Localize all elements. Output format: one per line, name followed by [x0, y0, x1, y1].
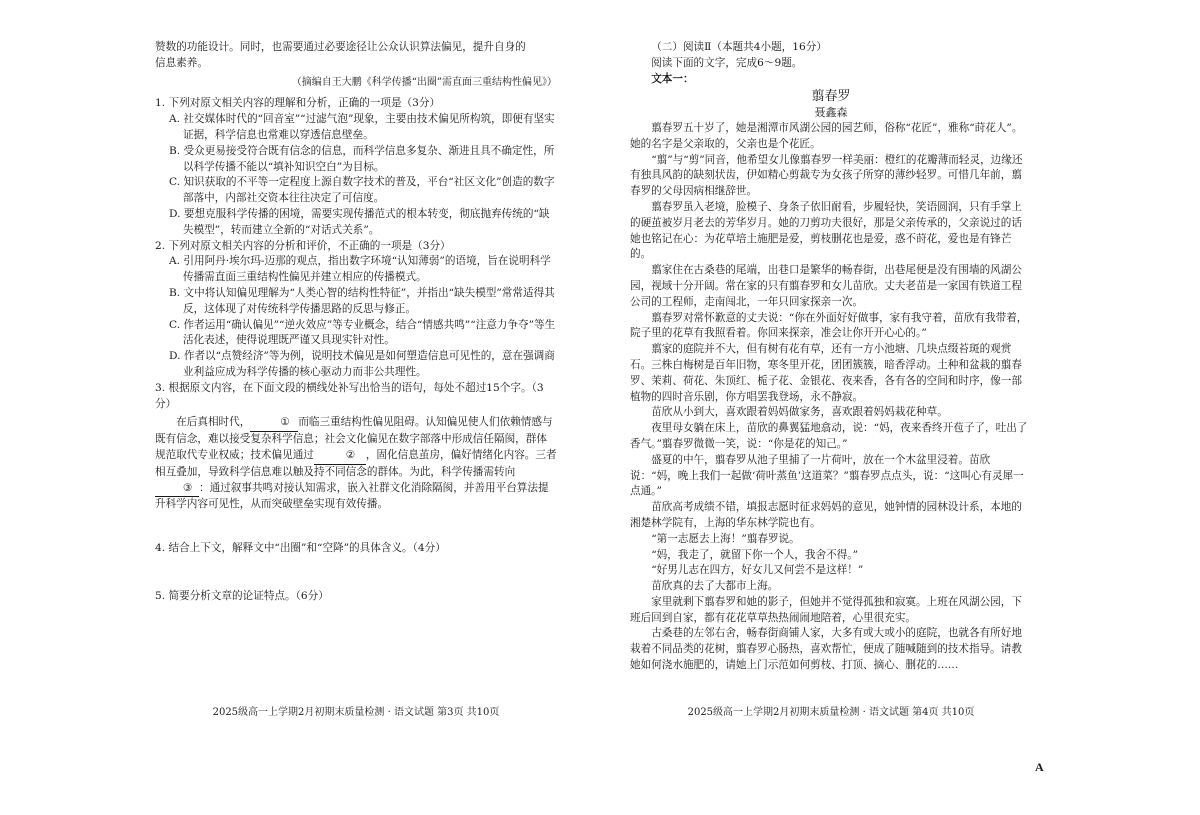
right-page [630, 0, 1032, 815]
left-page-content [155, 40, 557, 605]
article-title: 翦春罗 [811, 89, 851, 105]
paragraph: “好男儿志在四方，好女儿又何尝不是这样！” [651, 564, 864, 577]
question-3-stem: 3. 根据原文内容，在下面文段的横线处补写出恰当的语句，每处不超过15个字。（3分） [155, 381, 544, 410]
intro-line-2: 信息素养。 [155, 56, 208, 69]
paragraph: 翦家的庭院并不大，但有树有花有草，还有一方小池塘、几块点缀苔斑的观赏石。三株白梅树是百年旧物，寒冬里开花，团团簇簇，暗香浮动。土种和盆栽的翦春罗、茉莉、荷花、朱顶红、栀子花、金银花、夜来香，各有各的空间和时序，像一部植物的四时音乐剧，你方唱罢我登场，永不静寂。 [630, 343, 1022, 403]
paragraph: “第一志愿去上海！”翦春罗说。 [651, 532, 800, 545]
question-2-stem: 2. 下列对原文相关内容的分析和评价，不正确的一项是（3分） [155, 239, 451, 252]
fill-blank-1[interactable]: ① [250, 415, 298, 432]
paragraph: 翦春罗虽入老境，脸模子、身条子依旧耐看，步履轻快，笑语圆润，只有手掌上的硬茧被岁月老去的芳华岁月。她的刀剪功夫很好，那是父亲传承的，父亲说过的话她也铭记在心：为花草培土施肥是爱，剪枝删花也是爱，惑不莳花，爱也是有锋芒的。 [630, 200, 1022, 261]
question-5: 5. 简要分析文章的论证特点。（6分） [155, 589, 329, 602]
text-label: 文本一： [651, 72, 694, 85]
article-author: 聂鑫森 [814, 106, 848, 120]
paragraph: 翦春罗对常怀歉意的丈夫说：“你在外面好好做事，家有我守着，苗欣有我带着，院子里的花草有我照看着。你回来探亲，准会让你开开心心的。” [630, 311, 1028, 340]
question-1-option-d: D. 要想克服科学传播的困境，需要实现传播范式的根本转变，彻底抛弃传统的“缺失模型”，转而建立全新的“对话式关系”。 [169, 207, 550, 236]
left-page [155, 0, 557, 815]
paragraph: 苗欣真的去了大都市上海。 [651, 580, 779, 593]
paragraph: “翦”与“剪”同音，他希望女儿像翦春罗一样美丽：橙红的花瓣薄而轻灵，边缘还有独具风韵的缺刻状齿，伊如精心剪裁专为女孩子所穿的薄纱轻罗。可惜几年前，翦春罗的父母因病相继辞世。 [630, 153, 1023, 198]
question-1-stem: 1. 下列对原文相关内容的理解和分析，正确的一项是（3分） [155, 97, 441, 110]
paragraph: 翦家住在古桑巷的尾端，出巷口是繁华的畅春街，出巷尾便是没有围墙的风湖公园，视域十分开阔。常在家的只有翦春罗和女儿苗欣。丈夫老苗是一家国有铁道工程公司的工程师，走南闯北，一年只回家探亲一次。 [630, 264, 1022, 308]
section-heading: （二）阅读Ⅱ（本题共4小题，16分） [651, 41, 827, 53]
question-1-option-b: B. 受众更易接受符合既有信念的信息，而科学信息多复杂、渐进且具不确定性，所以科学传播不能以“填补知识空白”为目标。 [169, 144, 555, 173]
paragraph: “妈，我走了，就留下你一个人，我舍不得。” [651, 548, 858, 561]
passage-part-2: 而临三重结构性偏见阻碍。认知偏见使人们依赖情感与既有信念，难以接受复杂科学信息；社会文化偏见在数字部落中形成信任隔阂，群体规范取代专业权威；技术偏见通过 [155, 416, 553, 461]
article-body [630, 121, 1032, 674]
paper-version-mark: A [1035, 760, 1044, 774]
fill-blank-3[interactable]: ③ [155, 481, 199, 498]
question-1 [155, 96, 557, 238]
question-2 [155, 239, 557, 381]
passage-part-4: ：通过叙事共鸣对接认知需求，嵌入社群文化消除隔阂，并善用平台算法提升科学内容可见性，从而突破壁垒实现有效传播。 [155, 481, 549, 511]
paragraph: 苗欣从小到大，喜欢跟着妈妈做家务，喜欢跟着妈妈栽花种草。 [651, 406, 948, 419]
paragraph: 苗欣高考成绩不错，填报志愿时征求妈妈的意见，她钟情的园林设计系，本地的湘楚林学院有，上海的华东林学院也有。 [630, 501, 1022, 529]
paragraph: 盛夏的中午，翦春罗从池子里捕了一片荷叶，放在一个木盆里浸着。苗欣说：“妈，晚上我们一起做‘荷叶蒸鱼’这道菜？”翦春罗点点头，说：“这叫心有灵犀一点通。” [630, 453, 1024, 498]
paragraph: 夜里母女躺在床上，苗欣的鼻翼猛地翕动，说：“妈，夜来香终开苞子了，吐出了香气。”翦春罗微微一笑，说：“你是花的知己。” [630, 422, 1028, 450]
question-4: 4. 结合上下文，解释文中“出圈”和“空降”的具体含义。（4分） [155, 542, 446, 555]
passage-part-3: ，固化信息茧房，偏好情绪化内容。三者相互叠加，导致科学信息难以触及持不同信念的群体。为此，科学传播需转向 [155, 448, 557, 478]
right-page-content [630, 40, 1032, 674]
question-3 [155, 381, 557, 513]
question-2-option-b: B. 文中将认知偏见理解为“人类心智的结构性特征”，并指出“缺失模型”常常适得其反，这体现了对传统科学传播思路的反思与修正。 [169, 286, 555, 315]
source-citation: （摘编自王大鹏《科学传播“出圈”需直面三重结构性偏见》） [291, 76, 557, 88]
question-2-option-d: D. 作者以“点赞经济”等为例，说明技术偏见是如何塑造信息可见性的，意在强调商业利益应成为科学传播的核心驱动力而非公共理性。 [169, 350, 555, 378]
paragraph: 古桑巷的左邻右舍，畅春街商铺人家，大多有或大或小的庭院，也就各有所好地栽着不同品类的花树，翦春罗心肠热，喜欢帮忙，便成了随喊随到的技术指导。请教她如何浇水施肥的，请她上门示范如何剪枝、打顶、摘心、删花的…… [630, 627, 1022, 672]
passage-part-1: 在后真相时代， [176, 416, 251, 429]
paragraph: 翦春罗五十岁了，她是湘潭市风湖公园的园艺师，俗称“花匠”，雅称“莳花人”。她的名字是父亲取的，父亲也是个花匠。 [630, 121, 1023, 150]
question-2-option-a: A. 引用阿丹·埃尔玛-迈那的观点，指出数字环境“认知薄弱”的语境，旨在说明科学传播需直面三重结构性偏见并建立相应的传播模式。 [169, 255, 551, 284]
reading-instruction: 阅读下面的文字，完成6～9题。 [651, 56, 803, 69]
intro-line-1: 赞数的功能设计。同时，也需要通过必要途径让公众认识算法偏见，提升自身的 [155, 41, 526, 53]
paragraph: 家里就剩下翦春罗和她的影子，但她并不觉得孤独和寂寞。上班在风湖公园，下班后回到自家，都有花花草草热热闹闹地陪着，心里很充实。 [630, 595, 1022, 624]
right-page-footer: 2025级高一上学期2月初期末质量检测 · 语文试题 第4页 共10页 [687, 707, 975, 718]
question-3-passage [155, 415, 557, 513]
fill-blank-2[interactable]: ② [314, 448, 366, 465]
question-1-option-a: A. 社交媒体时代的“回音室”“过滤气泡”现象，主要由技术偏见所构筑，即便有坚实证据，科学信息也常难以穿透信息壁垒。 [169, 113, 555, 141]
question-2-option-c: C. 作者运用“确认偏见”“逆火效应”等专业概念，结合“情感共鸣”“注意力争夺”等生活化表述，使得说理既严谨又具现实针对性。 [169, 318, 556, 347]
question-1-option-c: C. 知识获取的不平等一定程度上源自数字技术的普及，平台“社区文化”创造的数字部落中，内部社交资本往往决定了可信度。 [169, 176, 555, 205]
left-page-footer: 2025级高一上学期2月初期末质量检测 · 语文试题 第3页 共10页 [212, 707, 500, 718]
